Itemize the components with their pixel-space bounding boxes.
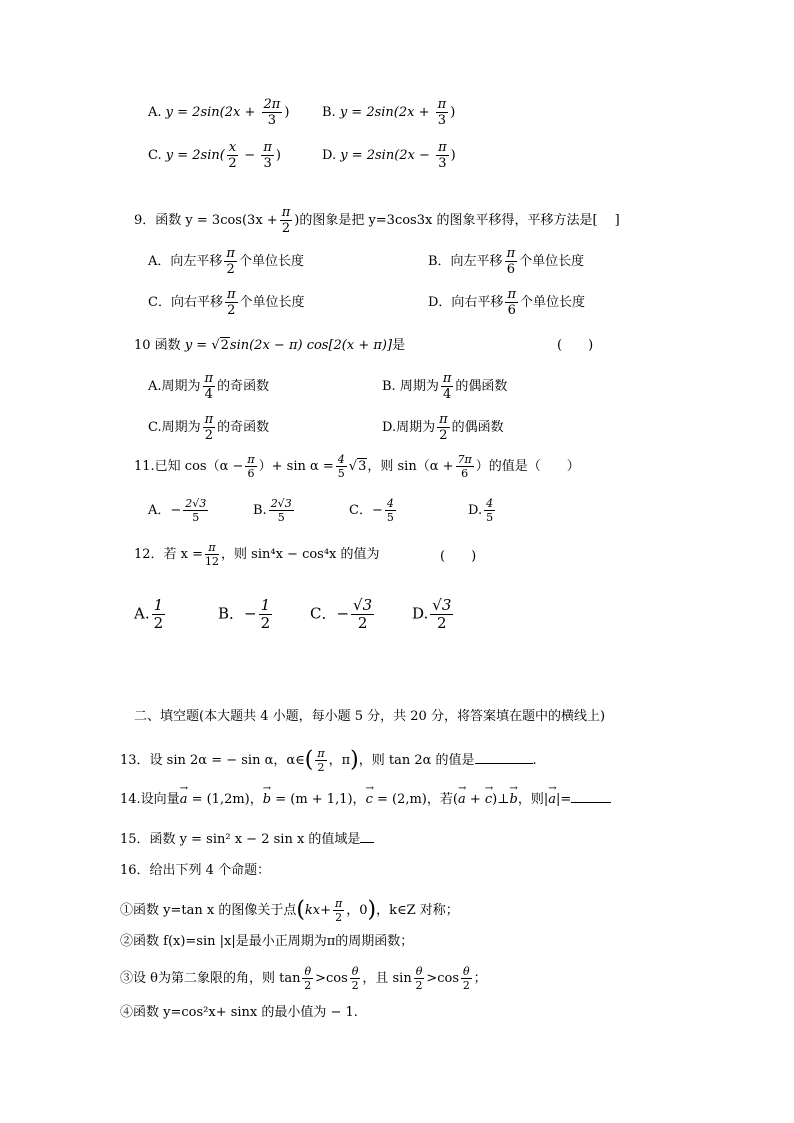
q8-a-expr: y = 2sin(2x + [165, 105, 256, 120]
q10-option-c [148, 413, 269, 442]
q16-p3-d2: 2 [351, 979, 359, 992]
q16-p1-pre: ①函数 y=tan x 的图像关于点 [120, 903, 297, 918]
q9-number: 9．函数 [134, 213, 182, 228]
q16-p1-a: kx+ [304, 903, 332, 918]
q12-b-num: 1 [260, 596, 271, 614]
q10-d-label: D.周期为 [382, 420, 436, 435]
q16-proposition-4: ④函数 y=cos²x+ sinx 的最小值为 − 1. [120, 1005, 358, 1020]
q14-eq1: = (1,2m)， [187, 792, 263, 807]
q9-func-num: π [281, 205, 291, 220]
q9-b-den: 6 [506, 262, 515, 277]
q10-func-b: sin(2x − π) cos[2(x + π)] [229, 338, 393, 353]
q12-d-den: 2 [437, 614, 447, 632]
q14-vector-a2: → a [458, 793, 466, 806]
q15-text: 15．函数 y = sin² x − 2 sin x 的值域是 [120, 832, 361, 847]
q12-option-a [134, 598, 167, 631]
q16-title: 16．给出下列 4 个命题： [120, 863, 271, 878]
q8-c-num2: π [263, 140, 272, 155]
q11-d1: 6 [247, 467, 255, 480]
q9-func-close: ) [294, 213, 300, 228]
q8-a-close: ) [284, 105, 290, 120]
q16-p3-tail: ； [473, 971, 487, 986]
q9-d-den: 6 [507, 303, 516, 318]
q16-p1-b: ，0 [346, 903, 368, 918]
q16-p3-mid3: >cos [426, 971, 460, 986]
q12-b-den: 2 [260, 614, 271, 632]
q14-vector-c: → c [366, 793, 373, 806]
section-2-heading: 二、填空题(本大题共 4 小题，每小题 5 分，共 20 分，将答案填在题中的横线上) [134, 709, 606, 724]
q11-option-c [349, 498, 398, 523]
q12-answer-bracket: ( ) [440, 549, 477, 564]
q12-c-num: √3 [353, 596, 373, 614]
q16-proposition-1: ①函数 y=tan x 的图像关于点(kx+ $\frac{\pi}{2}$ ，0)，k∈Z 对称； [120, 897, 459, 924]
q14-perp: )⊥ [492, 792, 510, 807]
q8-c-label: C. [148, 148, 162, 163]
q8-c-expr: y = 2sin( [165, 148, 225, 163]
q16-proposition-2: ②函数 f(x)=sin |x|是最小正周期为π的周期函数； [120, 934, 414, 949]
q11-d2: 5 [337, 467, 345, 480]
q13-mid: ，π [328, 753, 351, 768]
q11-n2: 4 [337, 453, 345, 466]
q8-d-close: ) [450, 148, 456, 163]
q10-tail: 是 [392, 338, 406, 353]
q11-mid2: ，则 sin（α + [367, 459, 454, 474]
q13-end: . [532, 753, 537, 768]
q12-d-label: D. [412, 604, 429, 623]
q8-c-num1: x [228, 140, 237, 155]
q10-a-den: 4 [204, 387, 213, 402]
q11-option-d [468, 498, 497, 523]
q10-func-a: y = [184, 338, 208, 353]
q9-a-label: A．向左平移 [148, 254, 223, 269]
q16-p3-mid1: >cos [315, 971, 348, 986]
q9-d-num: π [507, 287, 516, 302]
q8-option-d [322, 141, 456, 170]
q8-c-minus: − [240, 148, 260, 163]
q10-d-num: π [439, 412, 448, 427]
q12-option-b [218, 598, 274, 631]
q16-p3-n2: θ [351, 965, 359, 978]
q14-stem [120, 793, 611, 806]
q15-stem [120, 833, 374, 846]
q13-answer-blank[interactable] [475, 763, 533, 764]
q8-a-label: A. [148, 105, 162, 120]
q9-b-num: π [506, 246, 516, 261]
q10-number: 10 函数 [134, 338, 181, 353]
q16-p3-d4: 2 [462, 979, 470, 992]
q14-pre: 14.设向量 [120, 792, 180, 807]
q16-p3-n1: θ [304, 965, 312, 978]
q11-d3: 6 [461, 467, 469, 480]
q12-stem [134, 542, 380, 567]
q9-a-den: 2 [226, 262, 235, 277]
q9-option-b [428, 247, 584, 276]
q9-c-label: C．向右平移 [148, 295, 223, 310]
q11-pre: 11.已知 cos（α − [134, 459, 244, 474]
q14-eq3: = (2,m)，若( [372, 792, 458, 807]
q10-c-label: C.周期为 [148, 420, 201, 435]
q11-stem: 11.已知 cos（α − $\frac{\pi}{6}$ ）+ sin α = $\frac{4}{5}$ √3，则 sin（α + $\frac{7\pi}{6}$ ）的值是（ ） [134, 453, 580, 480]
q10-sqrt: 2 [220, 338, 229, 353]
q8-c-den2: 3 [263, 156, 272, 171]
q12-d-num: √3 [432, 596, 452, 614]
q11-tail: ）的值是（ ） [475, 459, 580, 474]
q8-a-num: 2π [263, 97, 281, 112]
q10-b-tail: 的偶函数 [455, 379, 508, 394]
q8-d-expr: y = 2sin(2x − [340, 148, 430, 163]
q9-option-a [148, 247, 304, 276]
q9-c-unit: 个单位长度 [239, 295, 305, 310]
q11-d-label: D. [468, 503, 483, 518]
q9-c-den: 2 [227, 303, 236, 318]
q10-b-label: B. 周期为 [382, 379, 439, 394]
q11-b-den: 5 [277, 511, 285, 524]
q11-a-num: 2√3 [185, 497, 207, 510]
q11-n3: 7π [457, 453, 472, 466]
q8-c-den1: 2 [228, 156, 237, 171]
q8-a-den: 3 [267, 113, 277, 128]
q8-b-den: 3 [437, 113, 447, 128]
q16-p3-mid2: ，且 sin [362, 971, 412, 986]
q10-a-num: π [204, 371, 214, 386]
q9-stem [134, 206, 620, 235]
q14-vector-c2: → c [485, 793, 492, 806]
q11-option-a [148, 498, 210, 523]
q11-sqrt: 3 [358, 459, 367, 474]
q16-p1-tail: ，k∈Z 对称； [376, 903, 459, 918]
q8-c-close: ) [275, 148, 281, 163]
q12-a-label: A. [134, 604, 150, 623]
q10-a-tail: 的奇函数 [217, 379, 270, 394]
q8-b-label: B. [322, 105, 336, 120]
q12-option-d [412, 598, 455, 631]
q10-answer-bracket: ( ) [557, 338, 594, 353]
q15-answer-blank[interactable] [360, 842, 374, 843]
q11-mid1: ）+ sin α = [258, 459, 334, 474]
q8-d-den: 3 [438, 156, 447, 171]
q8-option-c [148, 141, 281, 170]
q9-d-label: D．向右平移 [428, 295, 504, 310]
q16-proposition-3 [120, 966, 487, 991]
q14-vector-a3: → a [548, 793, 556, 806]
q9-a-unit: 个单位长度 [238, 254, 304, 269]
q8-d-num: π [438, 140, 447, 155]
q10-b-den: 4 [442, 387, 452, 402]
q14-vector-b2: → b [509, 793, 517, 806]
q14-plus: + [465, 792, 485, 807]
q9-b-unit: 个单位长度 [519, 254, 585, 269]
q14-answer-blank[interactable] [571, 802, 611, 803]
q12-pre: 12．若 x = [134, 547, 204, 562]
q11-d-num: 4 [486, 497, 494, 510]
q11-c-label: C．− [349, 503, 383, 518]
q9-a-num: π [226, 246, 235, 261]
q10-stem: 10 函数 y = √2sin(2x − π) cos[2(x + π)]是 [134, 338, 406, 353]
q16-p3-n3: θ [415, 965, 423, 978]
q12-b-label: B．− [218, 604, 257, 623]
q13-num: π [317, 747, 325, 760]
q14-vector-a: → a [180, 793, 188, 806]
q12-num: π [205, 542, 219, 555]
q10-option-a [148, 372, 269, 401]
q10-option-d [382, 413, 504, 442]
q10-c-tail: 的奇函数 [217, 420, 270, 435]
q12-a-den: 2 [153, 614, 164, 632]
q10-b-num: π [442, 371, 452, 386]
q14-eq2: = (m + 1,1)， [271, 792, 366, 807]
q9-tail: 的图象是把 y=3cos3x 的图象平移得，平移方法是[ ] [299, 213, 620, 228]
q16-p3-d1: 2 [304, 979, 312, 992]
q16-p3-d3: 2 [415, 979, 423, 992]
q8-b-close: ) [450, 105, 456, 120]
q12-option-c [310, 598, 376, 631]
q13-pre: 13．设 sin 2α = − sin α，α∈ [120, 753, 305, 768]
q11-a-label: A．− [148, 503, 182, 518]
q16-p3-pre: ③设 θ为第二象限的角，则 tan [120, 971, 301, 986]
q14-vector-b: → b [263, 793, 271, 806]
q11-a-den: 5 [192, 511, 200, 524]
q16-p1-num: π [335, 897, 343, 910]
q8-b-num: π [437, 97, 447, 112]
q11-n1: π [247, 453, 255, 466]
q12-tail: ，则 sin⁴x − cos⁴x 的值为 [221, 547, 380, 562]
q12-c-label: C．− [310, 604, 350, 623]
q12-den: 12 [205, 555, 220, 568]
q13-stem: 13．设 sin 2α = − sin α，α∈( $\frac{\pi}{2}$ ，π)，则 tan 2α 的值是 . [120, 747, 537, 774]
q8-b-expr: y = 2sin(2x + [339, 105, 430, 120]
q9-option-d [428, 288, 585, 317]
q10-option-b [382, 372, 507, 401]
q12-c-den: 2 [357, 614, 368, 632]
q10-a-label: A.周期为 [148, 379, 201, 394]
q11-d-den: 5 [486, 511, 494, 524]
q8-option-b [322, 98, 455, 127]
q10-d-den: 2 [439, 428, 448, 443]
q10-c-num: π [204, 412, 214, 427]
q9-c-num: π [226, 287, 236, 302]
q8-d-label: D. [322, 148, 337, 163]
q8-option-a [148, 98, 289, 127]
q10-d-tail: 的偶函数 [451, 420, 504, 435]
q11-b-num: 2√3 [270, 497, 292, 510]
q9-b-label: B．向左平移 [428, 254, 503, 269]
q13-tail: ，则 tan 2α 的值是 [358, 753, 475, 768]
q10-c-den: 2 [204, 428, 214, 443]
q9-func-den: 2 [281, 221, 291, 236]
q11-option-b [253, 498, 296, 523]
q14-abs-end: |= [555, 792, 572, 807]
q12-a-num: 1 [153, 596, 164, 614]
q11-c-num: 4 [386, 497, 394, 510]
q16-p3-n4: θ [463, 965, 470, 978]
q9-d-unit: 个单位长度 [519, 295, 585, 310]
q14-then: ，则| [517, 792, 549, 807]
q16-p1-den: 2 [335, 911, 343, 924]
q11-b-label: B. [253, 503, 267, 518]
q9-func: y = 3cos(3x + [185, 213, 278, 228]
q13-den: 2 [317, 761, 325, 774]
q9-option-c [148, 288, 305, 317]
q11-c-den: 5 [386, 511, 394, 524]
